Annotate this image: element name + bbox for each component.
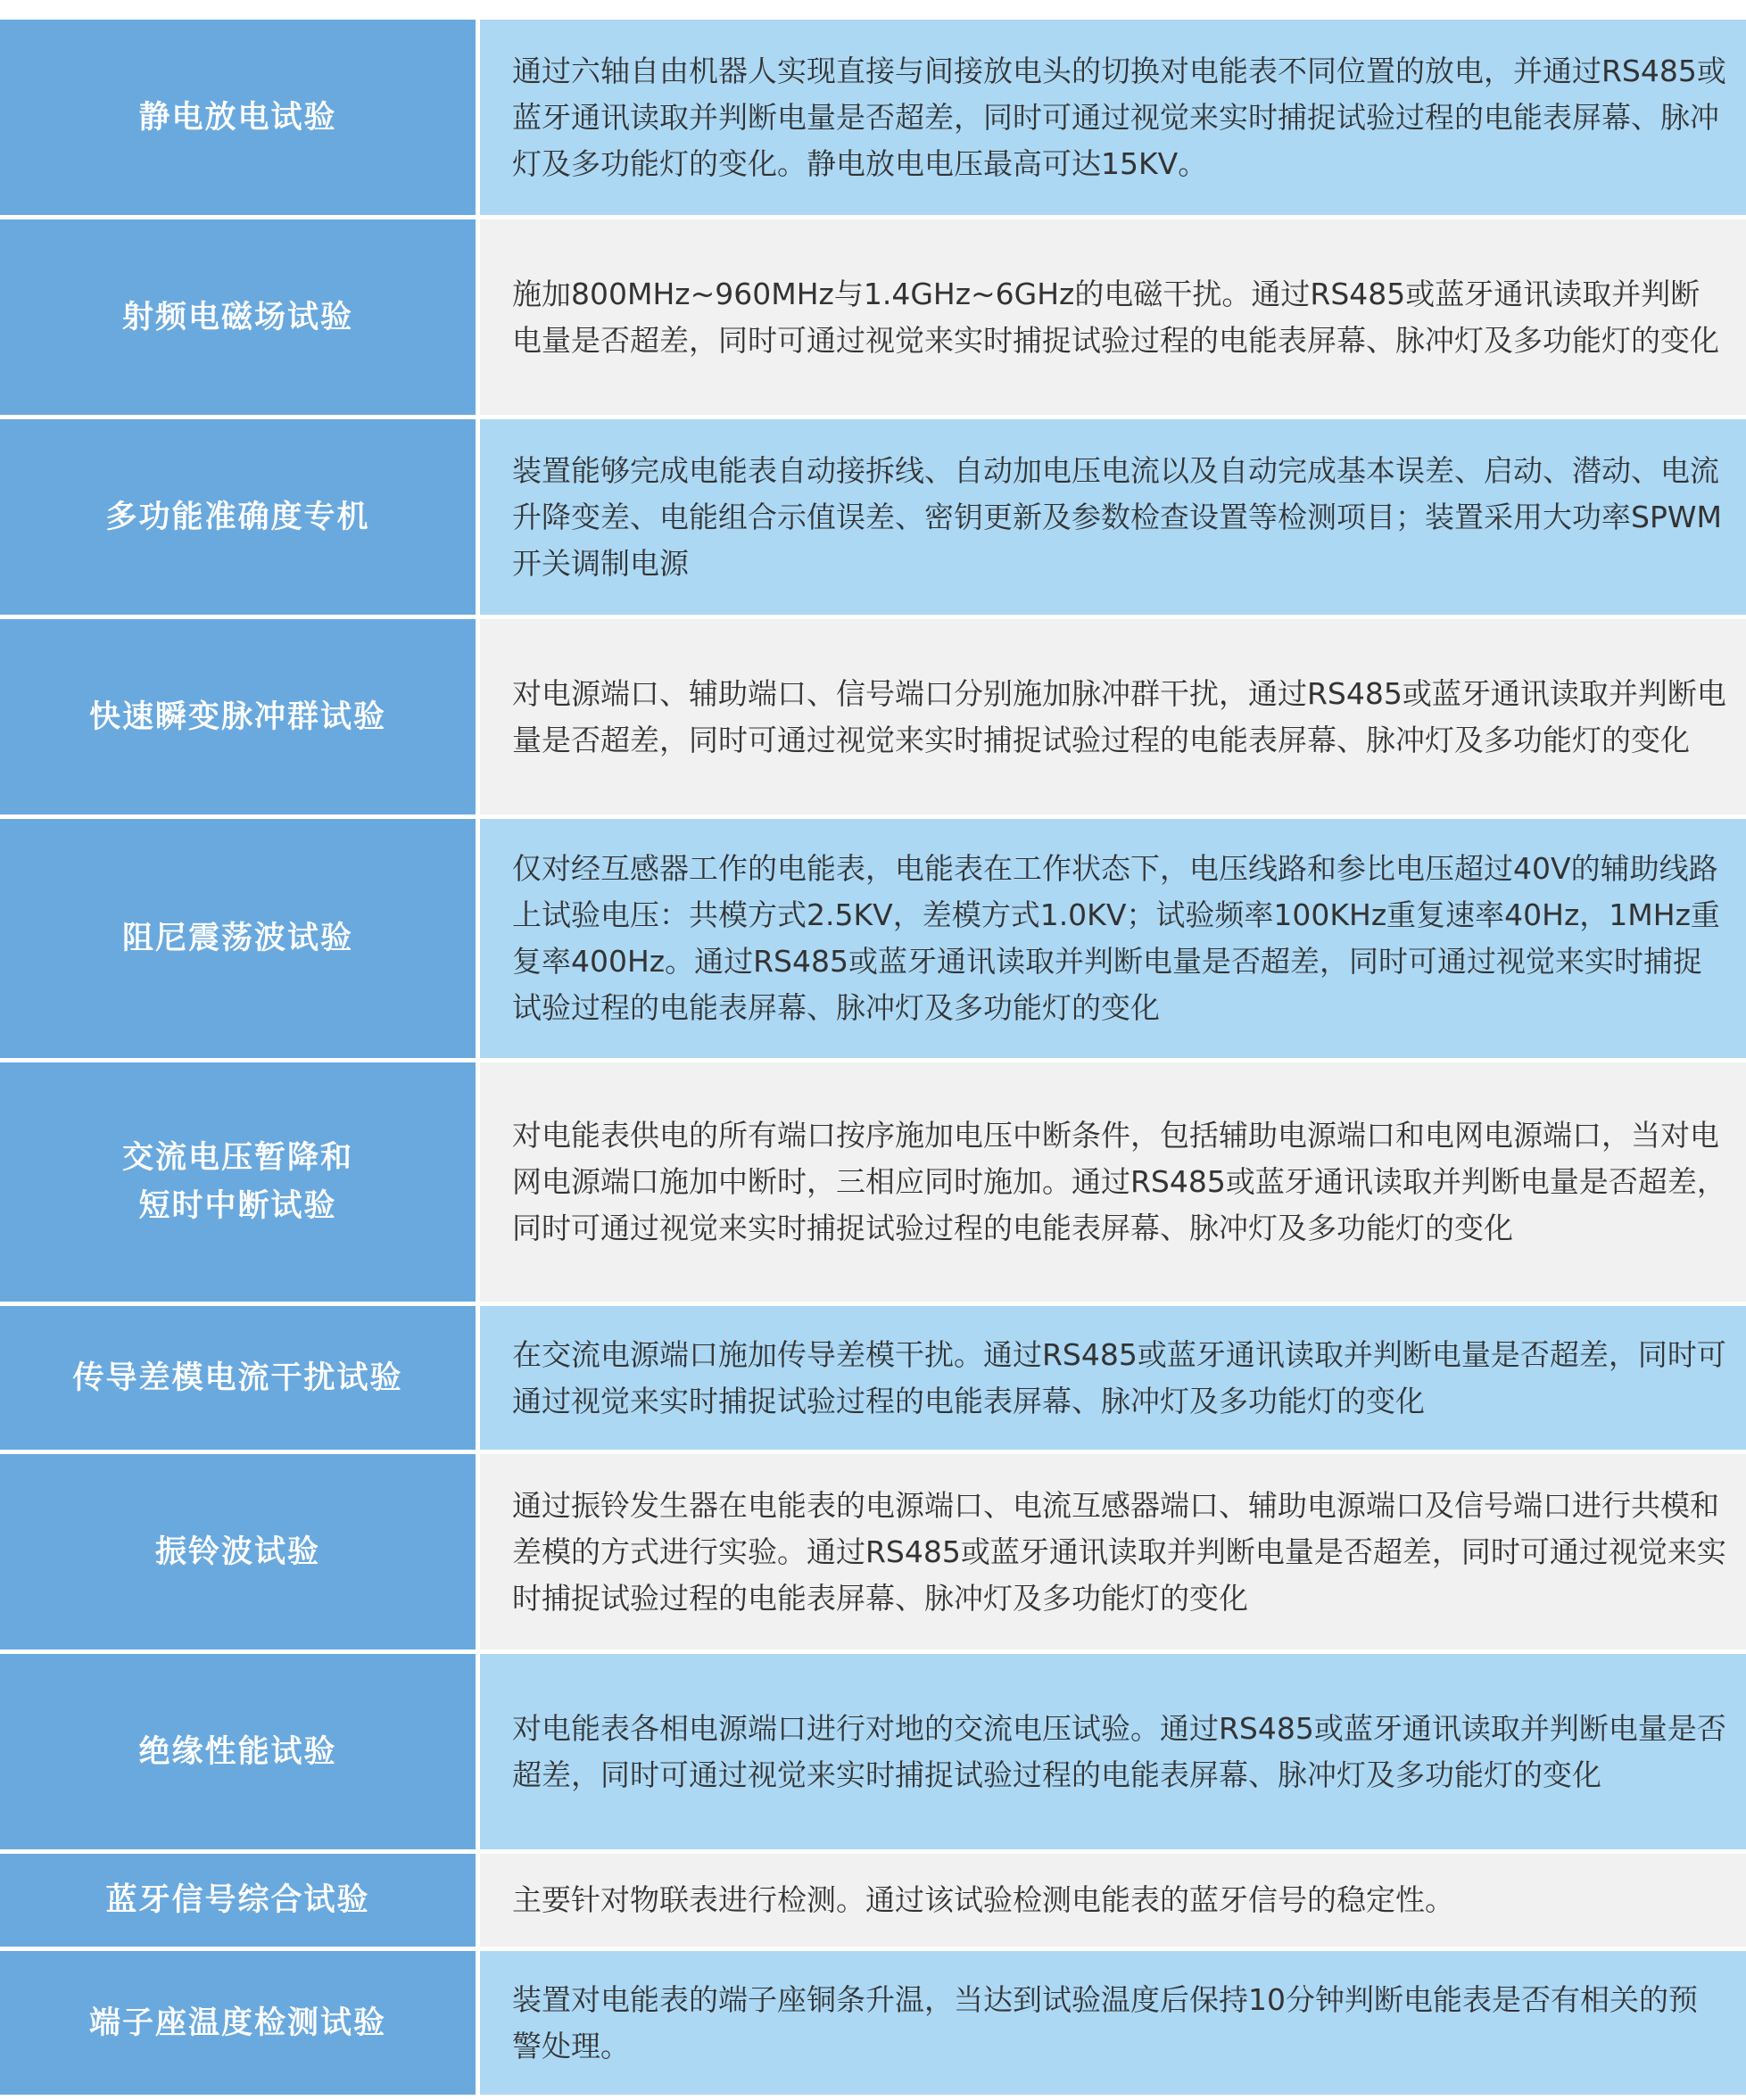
table-row bbox=[0, 1854, 1746, 1947]
test-description-cell bbox=[480, 1951, 1746, 2095]
test-name-cell bbox=[0, 1306, 476, 1450]
table-row bbox=[0, 1951, 1746, 2095]
table-row bbox=[0, 619, 1746, 814]
test-name: 快速瞬变脉冲群试验 bbox=[88, 699, 386, 735]
test-description-cell bbox=[480, 1854, 1746, 1947]
table-row bbox=[0, 20, 1746, 215]
test-name-cell bbox=[0, 20, 476, 215]
test-description: 对电源端口、辅助端口、信号端口分别施加脉冲群干扰，通过RS485或蓝牙通讯读取并判断电量是否超差，同时可通过视觉来实时捕捉试验过程的电能表屏幕、脉冲灯及多功能灯的变化 bbox=[512, 675, 1726, 757]
test-description-cell bbox=[480, 1062, 1746, 1302]
test-description-cell bbox=[480, 20, 1746, 215]
test-name-cell bbox=[0, 419, 476, 615]
test-description: 通过振铃发生器在电能表的电源端口、电流互感器端口、辅助电源端口及信号端口进行共模和差模的方式进行实验。通过RS485或蓝牙通讯读取并判断电量是否超差，同时可通过视觉来实时捕捉试验过程的电能表屏幕、脉冲灯及多功能灯的变化 bbox=[512, 1487, 1726, 1616]
test-name: 绝缘性能试验 bbox=[138, 1733, 337, 1770]
table-row bbox=[0, 1062, 1746, 1302]
test-description-cell bbox=[480, 619, 1746, 814]
test-description-cell bbox=[480, 219, 1746, 415]
test-name: 交流电压暂降和 短时中断试验 bbox=[121, 1140, 353, 1224]
table-row bbox=[0, 219, 1746, 415]
test-description: 对电能表供电的所有端口按序施加电压中断条件，包括辅助电源端口和电网电源端口，当对电网电源端口施加中断时，三相应同时施加。通过RS485或蓝牙通讯读取并判断电量是否超差，同时可通过视觉来实时捕捉试验过程的电能表屏幕、脉冲灯及多功能灯的变化 bbox=[512, 1118, 1726, 1245]
table-row bbox=[0, 819, 1746, 1058]
test-name: 阻尼震荡波试验 bbox=[121, 921, 353, 956]
test-name-cell bbox=[0, 1951, 476, 2095]
test-name-cell bbox=[0, 819, 476, 1058]
test-name: 传导差模电流干扰试验 bbox=[72, 1360, 403, 1396]
table-row bbox=[0, 1306, 1746, 1450]
table-row bbox=[0, 419, 1746, 615]
test-name-cell bbox=[0, 1654, 476, 1849]
test-name-cell bbox=[0, 1454, 476, 1649]
test-name: 静电放电试验 bbox=[138, 99, 337, 136]
test-description: 施加800MHz~960MHz与1.4GHz~6GHz的电磁干扰。通过RS485或蓝牙通讯读取并判断电量是否超差，同时可通过视觉来实时捕捉试验过程的电能表屏幕、脉冲灯及多功能灯的变化 bbox=[512, 276, 1719, 358]
table-row bbox=[0, 1454, 1746, 1649]
table-row bbox=[0, 1654, 1746, 1849]
test-description-cell bbox=[480, 1306, 1746, 1450]
test-description: 通过六轴自由机器人实现直接与间接放电头的切换对电能表不同位置的放电，并通过RS485或蓝牙通讯读取并判断电量是否超差，同时可通过视觉来实时捕捉试验过程的电能表屏幕、脉冲灯及多功能灯的变化。静电放电电压最高可达15KV。 bbox=[512, 53, 1726, 181]
test-description-cell bbox=[480, 819, 1746, 1058]
test-description-cell bbox=[480, 419, 1746, 615]
test-name-cell bbox=[0, 1854, 476, 1947]
test-name-cell bbox=[0, 1062, 476, 1302]
test-description: 在交流电源端口施加传导差模干扰。通过RS485或蓝牙通讯读取并判断电量是否超差，同时可通过视觉来实时捕捉试验过程的电能表屏幕、脉冲灯及多功能灯的变化 bbox=[512, 1336, 1726, 1418]
test-description: 仅对经互感器工作的电能表，电能表在工作状态下，电压线路和参比电压超过40V的辅助线路上试验电压：共模方式2.5KV，差模方式1.0KV；试验频率100KHz重复速率40Hz，1MHz重复率400Hz。通过RS485或蓝牙通讯读取并判断电量是否超差，同时可通过视觉来实时捕捉试验过程的电能表屏幕、脉冲灯及多功能灯的变化 bbox=[512, 851, 1720, 1025]
test-name: 多功能准确度专机 bbox=[105, 499, 370, 535]
test-name: 射频电磁场试验 bbox=[121, 299, 353, 335]
test-description-cell bbox=[480, 1454, 1746, 1649]
test-name: 蓝牙信号综合试验 bbox=[105, 1882, 370, 1918]
test-description: 装置对电能表的端子座铜条升温，当达到试验温度后保持10分钟判断电能表是否有相关的预警处理。 bbox=[512, 1981, 1698, 2063]
test-description: 主要针对物联表进行检测。通过该试验检测电能表的蓝牙信号的稳定性。 bbox=[512, 1882, 1454, 1917]
test-description: 对电能表各相电源端口进行对地的交流电压试验。通过RS485或蓝牙通讯读取并判断电量是否超差，同时可通过视觉来实时捕捉试验过程的电能表屏幕、脉冲灯及多功能灯的变化 bbox=[512, 1710, 1726, 1792]
test-description-cell bbox=[480, 1654, 1746, 1849]
test-name-cell bbox=[0, 619, 476, 814]
test-name: 振铃波试验 bbox=[154, 1534, 320, 1570]
test-name-cell bbox=[0, 219, 476, 415]
test-name: 端子座温度检测试验 bbox=[88, 2005, 386, 2041]
test-description: 装置能够完成电能表自动接拆线、自动加电压电流以及自动完成基本误差、启动、潜动、电流升降变差、电能组合示值误差、密钥更新及参数检查设置等检测项目；装置采用大功率SPWM开关调制电源 bbox=[512, 452, 1722, 581]
